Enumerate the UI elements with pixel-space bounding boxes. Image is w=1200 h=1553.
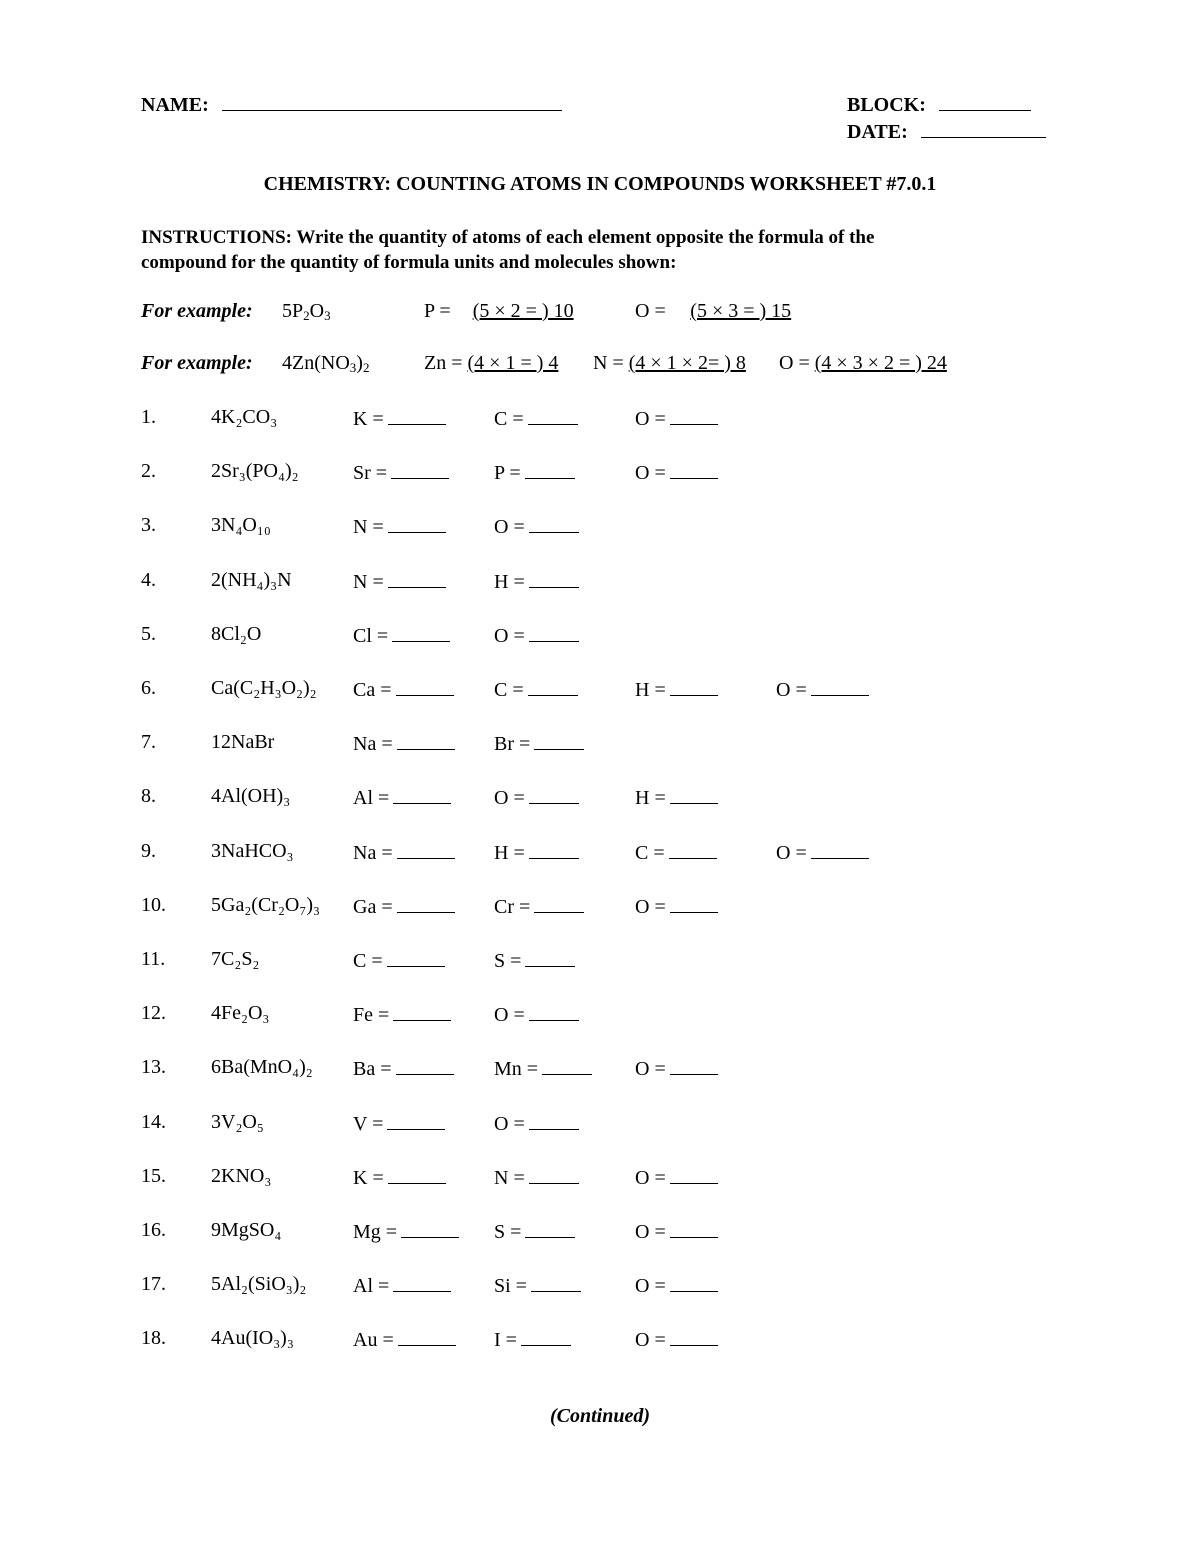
- date-blank[interactable]: [921, 119, 1046, 138]
- element-label: Ba =: [353, 1058, 392, 1080]
- page-title: CHEMISTRY: COUNTING ATOMS IN COMPOUNDS WORKSHEET #7.0.1: [263, 173, 937, 195]
- problem-formula: 3N₄O₁₀: [211, 514, 271, 536]
- example-answer: O = (4 × 3 × 2 = ) 24: [779, 352, 947, 374]
- answer-field[interactable]: [353, 1056, 454, 1081]
- instructions-line-1: INSTRUCTIONS: Write the quantity of atoms of each element opposite the formula of the: [141, 227, 875, 248]
- answer-blank[interactable]: [392, 623, 450, 642]
- problem-formula: 5Al₂(SiO₃)₂: [211, 1273, 307, 1295]
- element-label: Al =: [353, 1275, 390, 1297]
- answer-field[interactable]: [494, 514, 579, 539]
- element-label: Na =: [353, 733, 393, 755]
- answer-blank[interactable]: [669, 840, 717, 859]
- answer-blank[interactable]: [525, 460, 575, 479]
- answer-blank[interactable]: [388, 569, 446, 588]
- answer-blank[interactable]: [393, 1273, 451, 1292]
- problem-row: [0, 514, 1200, 544]
- block-field[interactable]: [847, 92, 1031, 117]
- answer-blank[interactable]: [401, 1219, 459, 1238]
- element-label: Si =: [494, 1275, 527, 1297]
- element-label: Mg =: [353, 1221, 398, 1243]
- problem-number: 18.: [141, 1327, 166, 1349]
- element-label: O =: [635, 408, 666, 430]
- element-label: O =: [635, 1329, 666, 1351]
- answer-blank[interactable]: [670, 785, 718, 804]
- answer-blank[interactable]: [670, 894, 718, 913]
- element-label: Al =: [353, 787, 390, 809]
- name-field[interactable]: [141, 92, 562, 117]
- element-label: N =: [494, 1167, 525, 1189]
- element-label: Ga =: [353, 896, 393, 918]
- answer-blank[interactable]: [529, 785, 579, 804]
- answer-blank[interactable]: [388, 406, 446, 425]
- answer-field[interactable]: [494, 1165, 579, 1190]
- problem-row: [0, 406, 1200, 436]
- problem-number: 7.: [141, 731, 156, 753]
- date-label: DATE:: [847, 121, 908, 143]
- answer-field[interactable]: [635, 1273, 718, 1298]
- answer-field[interactable]: [494, 406, 578, 431]
- example-answer: N = (4 × 1 × 2= ) 8: [593, 352, 746, 374]
- answer-field[interactable]: [353, 514, 446, 539]
- example-label: For example:: [141, 300, 253, 322]
- element-label: O =: [635, 896, 666, 918]
- answer-blank[interactable]: [670, 1273, 718, 1292]
- problem-number: 9.: [141, 840, 156, 862]
- element-label: O =: [635, 1221, 666, 1243]
- answer-field[interactable]: [353, 1327, 456, 1352]
- answer-field[interactable]: [494, 948, 575, 973]
- answer-blank[interactable]: [670, 1219, 718, 1238]
- element-label: Au =: [353, 1329, 394, 1351]
- answer-blank[interactable]: [397, 894, 455, 913]
- answer-blank[interactable]: [670, 1327, 718, 1346]
- answer-field[interactable]: [494, 460, 575, 485]
- answer-field[interactable]: [353, 840, 455, 865]
- element-label: Cl =: [353, 625, 389, 647]
- element-label: O =: [635, 1058, 666, 1080]
- problem-number: 15.: [141, 1165, 166, 1187]
- problem-formula: 2(NH₄)₃N: [211, 569, 292, 591]
- answer-blank[interactable]: [397, 840, 455, 859]
- problem-formula: 3V₂O₅: [211, 1111, 264, 1133]
- example-answer: P = (5 × 2 = ) 10: [424, 300, 574, 322]
- element-label: I =: [494, 1329, 517, 1351]
- element-label: O =: [635, 462, 666, 484]
- element-label: O =: [494, 787, 525, 809]
- answer-field[interactable]: [353, 894, 455, 919]
- element-label: O =: [494, 625, 525, 647]
- block-label: BLOCK:: [847, 94, 926, 116]
- problem-row: [0, 1273, 1200, 1303]
- problem-row: [0, 948, 1200, 978]
- problem-row: [0, 623, 1200, 653]
- example-row-2: [0, 352, 1200, 382]
- answer-field[interactable]: [494, 785, 579, 810]
- answer-field[interactable]: [635, 1327, 718, 1352]
- element-label: Fe =: [353, 1004, 390, 1026]
- answer-blank[interactable]: [391, 460, 449, 479]
- answer-blank[interactable]: [534, 731, 584, 750]
- element-label: O =: [635, 1167, 666, 1189]
- element-label: C =: [494, 408, 524, 430]
- element-label: Br =: [494, 733, 531, 755]
- problem-formula: 4Fe₂O₃: [211, 1002, 270, 1024]
- problem-number: 14.: [141, 1111, 166, 1133]
- problem-row: [0, 1111, 1200, 1141]
- answer-blank[interactable]: [670, 1056, 718, 1075]
- answer-field[interactable]: [635, 840, 717, 865]
- example-answer: O = (5 × 3 = ) 15: [635, 300, 792, 322]
- date-field[interactable]: [847, 119, 1046, 144]
- name-label: NAME:: [141, 94, 209, 116]
- element-label: Na =: [353, 842, 393, 864]
- element-label: N =: [353, 571, 384, 593]
- answer-field[interactable]: [353, 1165, 446, 1190]
- answer-blank[interactable]: [396, 677, 454, 696]
- answer-blank[interactable]: [528, 406, 578, 425]
- answer-blank[interactable]: [393, 1002, 451, 1021]
- problem-row: [0, 840, 1200, 870]
- answer-field[interactable]: [353, 1002, 451, 1027]
- answer-field[interactable]: [494, 840, 579, 865]
- problem-formula: 2KNO₃: [211, 1165, 272, 1187]
- answer-blank[interactable]: [521, 1327, 571, 1346]
- element-label: H =: [494, 571, 525, 593]
- problem-row: [0, 460, 1200, 490]
- answer-field[interactable]: [494, 1327, 571, 1352]
- problem-number: 16.: [141, 1219, 166, 1241]
- answer-blank[interactable]: [529, 514, 579, 533]
- answer-blank[interactable]: [529, 1002, 579, 1021]
- block-blank[interactable]: [939, 92, 1031, 111]
- problem-formula: 8Cl₂O: [211, 623, 262, 645]
- continued-note: (Continued): [549, 1405, 651, 1427]
- example-answer: Zn = (4 × 1 = ) 4: [424, 352, 559, 374]
- element-label: H =: [494, 842, 525, 864]
- problem-row: [0, 1219, 1200, 1249]
- problem-formula: 2Sr₃(PO₄)₂: [211, 460, 299, 482]
- problem-formula: 6Ba(MnO₄)₂: [211, 1056, 313, 1078]
- problem-number: 1.: [141, 406, 156, 428]
- answer-blank[interactable]: [525, 1219, 575, 1238]
- answer-field[interactable]: [494, 1219, 575, 1244]
- problem-formula: 9MgSO₄: [211, 1219, 282, 1241]
- problem-formula: 5Ga₂(Cr₂O₇)₃: [211, 894, 320, 916]
- element-label: O =: [635, 1275, 666, 1297]
- element-label: Ca =: [353, 679, 392, 701]
- problem-row: [0, 1056, 1200, 1086]
- element-label: V =: [353, 1113, 384, 1135]
- answer-field[interactable]: [494, 894, 584, 919]
- answer-field[interactable]: [353, 460, 449, 485]
- answer-blank[interactable]: [531, 1273, 581, 1292]
- answer-field[interactable]: [353, 948, 445, 973]
- element-label: O =: [494, 516, 525, 538]
- answer-blank[interactable]: [528, 677, 578, 696]
- problem-number: 6.: [141, 677, 156, 699]
- answer-field[interactable]: [635, 1165, 718, 1190]
- answer-field[interactable]: [494, 623, 579, 648]
- answer-field[interactable]: [353, 569, 446, 594]
- example-row-1: [0, 300, 1200, 330]
- answer-field[interactable]: [353, 785, 451, 810]
- answer-field[interactable]: [776, 677, 869, 702]
- element-label: Mn =: [494, 1058, 539, 1080]
- answer-field[interactable]: [353, 1219, 459, 1244]
- answer-blank[interactable]: [393, 785, 451, 804]
- element-label: K =: [353, 1167, 384, 1189]
- problem-number: 13.: [141, 1056, 166, 1078]
- answer-field[interactable]: [353, 406, 446, 431]
- answer-field[interactable]: [494, 1056, 592, 1081]
- problem-number: 4.: [141, 569, 156, 591]
- answer-blank[interactable]: [387, 948, 445, 967]
- problem-row: [0, 1002, 1200, 1032]
- element-label: P =: [494, 462, 521, 484]
- name-blank[interactable]: [222, 92, 562, 111]
- problem-formula: 4Au(IO₃)₃: [211, 1327, 294, 1349]
- answer-field[interactable]: [635, 1056, 718, 1081]
- answer-blank[interactable]: [529, 1165, 579, 1184]
- answer-field[interactable]: [635, 1219, 718, 1244]
- problem-row: [0, 894, 1200, 924]
- answer-blank[interactable]: [525, 948, 575, 967]
- problem-formula: 4Al(OH)₃: [211, 785, 291, 807]
- answer-blank[interactable]: [529, 569, 579, 588]
- answer-blank[interactable]: [529, 1111, 579, 1130]
- answer-field[interactable]: [494, 677, 578, 702]
- element-label: N =: [353, 516, 384, 538]
- answer-field[interactable]: [635, 460, 718, 485]
- problem-number: 11.: [141, 948, 166, 970]
- problem-formula: 4K₂CO₃: [211, 406, 278, 428]
- answer-blank[interactable]: [398, 1327, 456, 1346]
- problem-row: [0, 731, 1200, 761]
- element-label: O =: [494, 1004, 525, 1026]
- answer-field[interactable]: [353, 677, 454, 702]
- problem-row: [0, 785, 1200, 815]
- element-label: O =: [776, 679, 807, 701]
- element-label: Cr =: [494, 896, 531, 918]
- problem-formula: Ca(C₂H₃O₂)₂: [211, 677, 317, 699]
- answer-field[interactable]: [494, 1002, 579, 1027]
- element-label: C =: [494, 679, 524, 701]
- example-formula: $5P_2O_3$: [282, 300, 331, 323]
- problem-number: 8.: [141, 785, 156, 807]
- problem-number: 5.: [141, 623, 156, 645]
- element-label: O =: [494, 1113, 525, 1135]
- answer-field[interactable]: [494, 731, 584, 756]
- problem-number: 10.: [141, 894, 166, 916]
- problem-formula: 7C₂S₂: [211, 948, 260, 970]
- problem-row: [0, 1165, 1200, 1195]
- answer-field[interactable]: [635, 406, 718, 431]
- answer-blank[interactable]: [670, 460, 718, 479]
- answer-field[interactable]: [353, 1273, 451, 1298]
- answer-field[interactable]: [635, 677, 718, 702]
- answer-blank[interactable]: [387, 1111, 445, 1130]
- answer-field[interactable]: [353, 623, 450, 648]
- problem-number: 12.: [141, 1002, 166, 1024]
- problem-number: 2.: [141, 460, 156, 482]
- answer-blank[interactable]: [670, 677, 718, 696]
- answer-blank[interactable]: [534, 894, 584, 913]
- element-label: Sr =: [353, 462, 388, 484]
- answer-blank[interactable]: [670, 1165, 718, 1184]
- problem-formula: 12NaBr: [211, 731, 275, 753]
- problem-number: 17.: [141, 1273, 166, 1295]
- answer-blank[interactable]: [529, 840, 579, 859]
- element-label: O =: [776, 842, 807, 864]
- example-label: For example:: [141, 352, 253, 374]
- element-label: K =: [353, 408, 384, 430]
- answer-field[interactable]: [776, 840, 869, 865]
- answer-field[interactable]: [353, 1111, 445, 1136]
- answer-field[interactable]: [494, 1111, 579, 1136]
- answer-blank[interactable]: [811, 677, 869, 696]
- answer-blank[interactable]: [396, 1056, 454, 1075]
- element-label: C =: [635, 842, 665, 864]
- element-label: H =: [635, 679, 666, 701]
- answer-field[interactable]: [635, 785, 718, 810]
- answer-blank[interactable]: [388, 514, 446, 533]
- answer-blank[interactable]: [811, 840, 869, 859]
- answer-field[interactable]: [494, 1273, 581, 1298]
- answer-blank[interactable]: [388, 1165, 446, 1184]
- answer-field[interactable]: [635, 894, 718, 919]
- answer-field[interactable]: [494, 569, 579, 594]
- instructions-line-2: compound for the quantity of formula units and molecules shown:: [141, 252, 677, 273]
- problem-formula: 3NaHCO₃: [211, 840, 294, 862]
- answer-blank[interactable]: [542, 1056, 592, 1075]
- problem-row: [0, 677, 1200, 707]
- answer-field[interactable]: [353, 731, 455, 756]
- problem-number: 3.: [141, 514, 156, 536]
- answer-blank[interactable]: [670, 406, 718, 425]
- answer-blank[interactable]: [529, 623, 579, 642]
- element-label: H =: [635, 787, 666, 809]
- element-label: S =: [494, 950, 522, 972]
- problem-row: [0, 1327, 1200, 1357]
- element-label: C =: [353, 950, 383, 972]
- answer-blank[interactable]: [397, 731, 455, 750]
- element-label: S =: [494, 1221, 522, 1243]
- example-formula: $4Zn(NO_3)_2$: [282, 352, 370, 375]
- problem-row: [0, 569, 1200, 599]
